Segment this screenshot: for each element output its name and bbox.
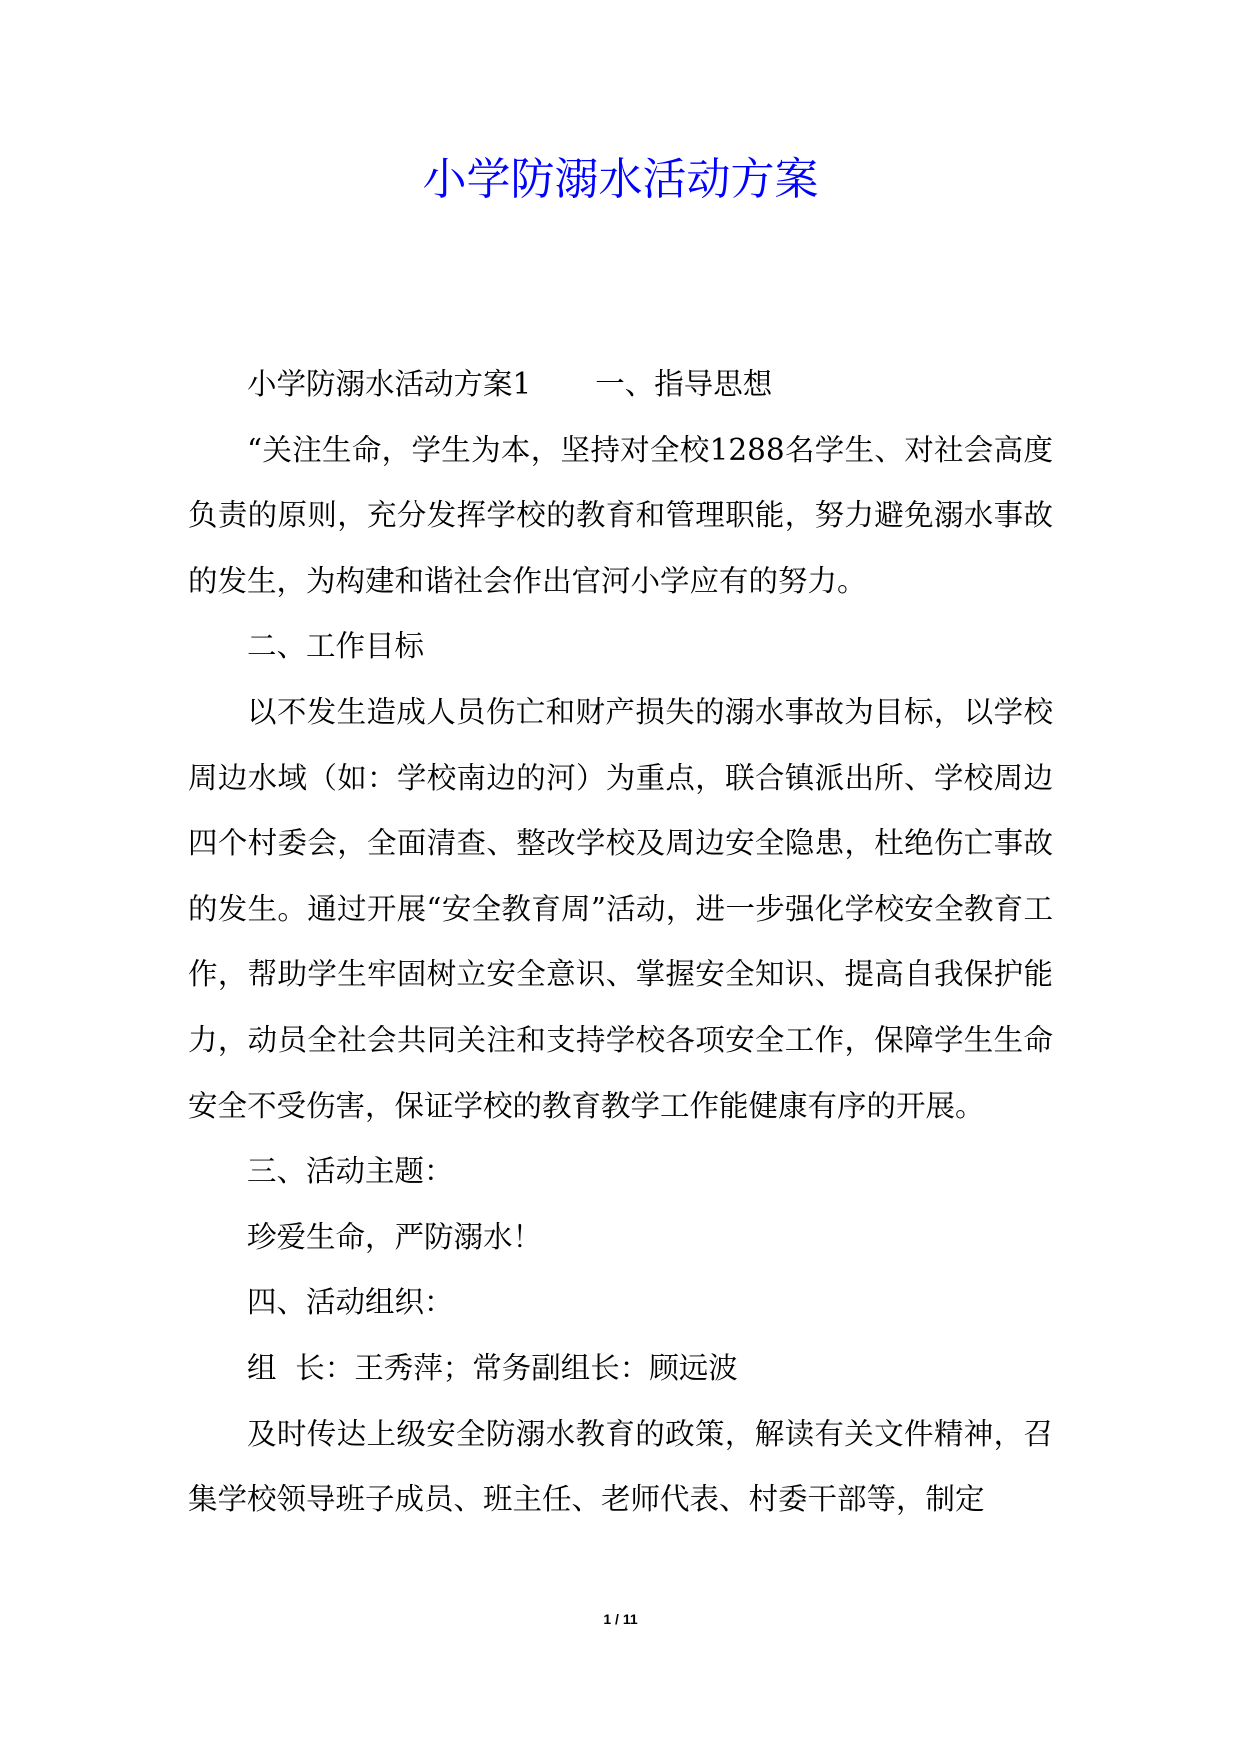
paragraph-organization-duties: 及时传达上级安全防溺水教育的政策，解读有关文件精神，召集学校领导班子成员、班主任、老师代表、村委干部等，制定 xyxy=(188,1416,1053,1517)
paragraph-work-goals: 以不发生造成人员伤亡和财产损失的溺水事故为目标，以学校周边水域（如：学校南边的河）为重点，联合镇派出所、学校周边四个村委会，全面清查、整改学校及周边安全隐患，杜绝伤亡事故的发生。通过开展“安全教育周”活动，进一步强化学校安全教育工作，帮助学生牢固树立安全意识、掌握安全知识、提高自我保护能力，动员全社会共同关注和支持学校各项安全工作，保障学生生命安全不受伤害，保证学校的教育教学工作能健康有序的开展。 xyxy=(188,694,1053,1123)
section-heading-activity-theme: 三、活动主题： xyxy=(247,1154,454,1189)
subtitle-line xyxy=(188,352,1053,418)
paragraph-leaders: 组 长：王秀萍；常务副组长：顾远波 xyxy=(247,1350,738,1385)
document-title: 小学防溺水活动方案 xyxy=(422,154,819,205)
section-heading-work-goals: 二、工作目标 xyxy=(247,629,425,664)
plan-subtitle: 小学防溺水活动方案1 xyxy=(247,367,532,401)
paragraph-guiding-thought: “关注生命，学生为本，坚持对全校1288名学生、对社会高度负责的原则，充分发挥学校的教育和管理职能，努力避免溺水事故的发生，为构建和谐社会作出官河小学应有的努力。 xyxy=(188,432,1053,598)
paragraph-activity-theme: 珍爱生命，严防溺水！ xyxy=(247,1219,543,1254)
page-number: 1 / 11 xyxy=(603,1611,638,1627)
section-heading-guiding-thought: 一、指导思想 xyxy=(595,367,773,401)
document-body xyxy=(188,352,1053,1533)
section-heading-activity-organization: 四、活动组织： xyxy=(247,1285,454,1320)
